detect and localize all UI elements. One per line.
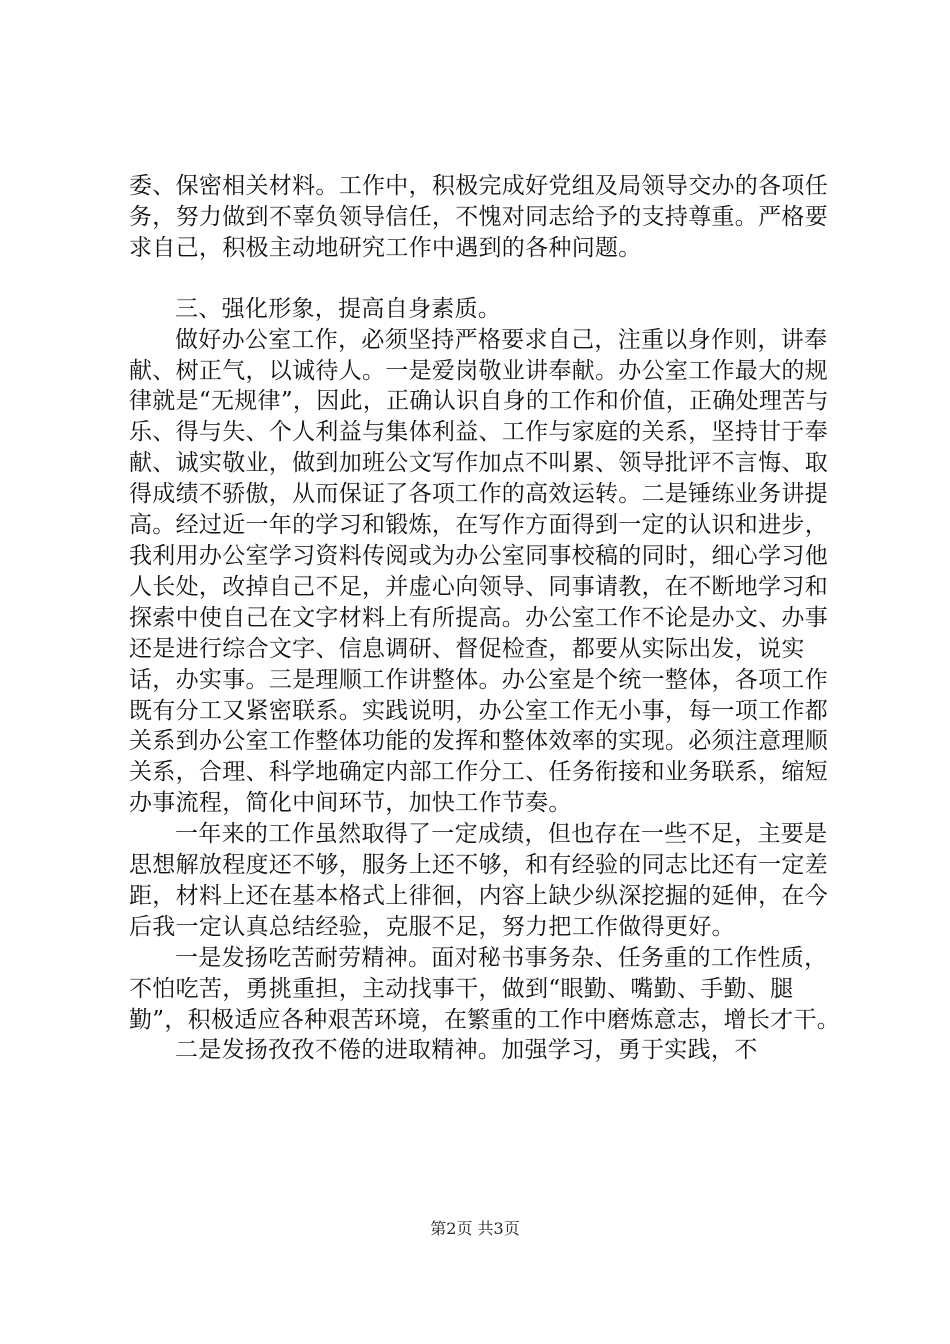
- paragraph-strengthen-image: 做好办公室工作，必须坚持严格要求自己，注重以身作则，讲奉献、树正气，以诚待人。一是爱岗敬业讲奉献。办公室工作最大的规律就是“无规律”，因此，正确认识自身的工作和价值，正确处理苦与乐、得与失、个人利益与集体利益、工作与家庭的关系，坚持甘于奉献、诚实敬业，做到加班公文写作加点不叫累、领导批评不言悔、取得成绩不骄傲，从而保证了各项工作的高效运转。二是锤练业务讲提高。经过近一年的学习和锻炼，在写作方面得到一定的认识和进步，我利用办公室学习资料传阅或为办公室同事校稿的同时，细心学习他人长处，改掉自己不足，并虚心向领导、同事请教，在不断地学习和探索中使自己在文字材料上有所提高。办公室工作不论是办文、办事还是进行综合文字、信息调研、督促检查，都要从实际出发，说实话，办实事。三是理顺工作讲整体。办公室是个统一整体，各项工作既有分工又紧密联系。实践说明，办公室工作无小事，每一项工作都关系到办公室工作整体功能的发挥和整体效率的实现。必须注意理顺关系，合理、科学地确定内部工作分工、任务衔接和业务联系，缩短办事流程，简化中间环节，加快工作节奏。: [129, 326, 829, 817]
- section-heading: 三、强化形象，提高自身素质。: [175, 295, 502, 322]
- paragraph-continuation: 委、保密相关材料。工作中，积极完成好党组及局领导交办的各项任务，努力做到不辜负领导信任，不愧对同志给予的支持尊重。严格要求自己，积极主动地研究工作中遇到的各种问题。: [129, 173, 828, 261]
- paragraph-hardworking-spirit: 一是发扬吃苦耐劳精神。面对秘书事务杂、任务重的工作性质，不怕吃苦，勇挑重担，主动找事干，做到“眼勤、嘴勤、手勤、腿勤”，积极适应各种艰苦环境，在繁重的工作中磨炼意志，增长才干。: [129, 944, 841, 1033]
- paragraph-shortcomings: 一年来的工作虽然取得了一定成绩，但也存在一些不足，主要是思想解放程度还不够，服务上还不够，和有经验的同志比还有一定差距，材料上还在基本格式上徘徊，内容上缺少纵深挖掘的延伸，在今后我一定认真总结经验，克服不足，努力把工作做得更好。: [129, 821, 828, 940]
- paragraph-enterprising-spirit: 二是发扬孜孜不倦的进取精神。加强学习，勇于实践，不: [175, 1037, 758, 1064]
- page-number-footer: 第2页 共3页: [430, 1219, 520, 1238]
- document-body: [129, 171, 849, 1066]
